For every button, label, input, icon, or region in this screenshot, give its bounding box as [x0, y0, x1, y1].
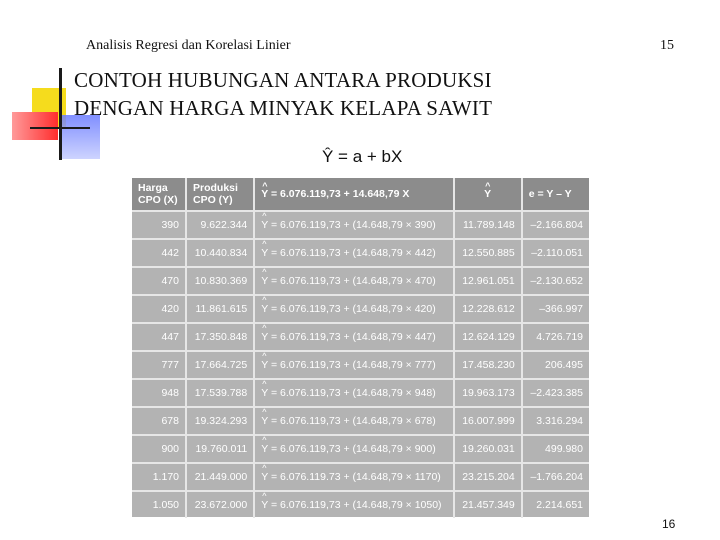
- cell-error-text: 4.726.719: [536, 331, 583, 343]
- table-row: [132, 323, 589, 351]
- cell-error: [522, 379, 589, 407]
- cell-error-text: –2.110.051: [531, 247, 583, 259]
- cell-yhat-text: 21.457.349: [462, 499, 515, 511]
- cell-harga-text: 948: [161, 387, 179, 399]
- table-row: [132, 295, 589, 323]
- cell-equation-text: ^ Y = 6.076.119,73 + (14.648,79 × 777): [261, 359, 435, 371]
- cell-yhat: [454, 295, 522, 323]
- cell-produksi-text: 10.440.834: [194, 247, 248, 259]
- cell-error-text: 3.316.294: [536, 415, 583, 427]
- cell-produksi-text: 10.830.369: [194, 275, 248, 287]
- decor-horizontal-line: [30, 127, 90, 129]
- header-produksi: [186, 178, 254, 211]
- header-yhat: [454, 178, 522, 211]
- cell-yhat-text: 12.624.129: [462, 331, 515, 343]
- cell-equation-text: ^ Y = 6.076.119.73 + (14.648,79 × 1170): [261, 471, 441, 483]
- cell-equation-text: ^ Y = 6.076.119,73 + (14.648,79 × 1050): [261, 499, 441, 511]
- cell-equation-text: ^ Y = 6.076.119,73 + (14.648,79 × 470): [261, 275, 435, 287]
- cell-equation: [254, 267, 453, 295]
- table-body: [132, 211, 589, 518]
- cell-yhat: [454, 351, 522, 379]
- cell-harga: [132, 211, 186, 239]
- cell-produksi-text: 19.760.011: [195, 443, 248, 455]
- cell-equation-text: ^ Y = 6.076.119,73 + (14.648,79 × 420): [261, 303, 435, 315]
- cell-harga-text: 390: [161, 219, 179, 231]
- cell-yhat-text: 11.789.148: [462, 219, 515, 231]
- table-row: [132, 379, 589, 407]
- cell-yhat: [454, 435, 522, 463]
- cell-yhat-text: 19.963.173: [462, 387, 515, 399]
- cell-error: [522, 407, 589, 435]
- cell-equation: [254, 211, 453, 239]
- header-produksi-line-2: CPO (Y): [193, 194, 233, 206]
- cell-produksi-text: 11.861.615: [195, 303, 248, 315]
- cell-yhat: [454, 323, 522, 351]
- header-harga: [132, 178, 186, 211]
- cell-error-text: –366.997: [539, 303, 583, 315]
- cell-yhat-text: 12.228.612: [462, 303, 515, 315]
- cell-harga: [132, 351, 186, 379]
- cell-equation: [254, 295, 453, 323]
- cell-produksi: [186, 379, 254, 407]
- cell-yhat: [454, 407, 522, 435]
- cell-equation: [254, 351, 453, 379]
- regression-formula: Ŷ = a + bX: [322, 147, 403, 166]
- slide-title-line-1: CONTOH HUBUNGAN ANTARA PRODUKSI: [74, 68, 492, 92]
- cell-error: [522, 435, 589, 463]
- cell-harga: [132, 295, 186, 323]
- cell-yhat-text: 12.550.885: [462, 247, 515, 259]
- cell-error: [522, 295, 589, 323]
- table-row: [132, 351, 589, 379]
- cell-yhat: [454, 239, 522, 267]
- cell-harga-text: 678: [161, 415, 179, 427]
- header-yhat-text: ^ Y: [484, 188, 491, 200]
- cell-produksi-text: 23.672.000: [194, 499, 248, 511]
- cell-equation: [254, 239, 453, 267]
- cell-equation-text: ^ Y = 6.076.119,73 + (14.648,79 × 447): [261, 331, 435, 343]
- header-page-number: 15: [660, 38, 674, 53]
- table-row: [132, 267, 589, 295]
- cell-produksi-text: 17.539.788: [194, 387, 248, 399]
- header-error: [522, 178, 589, 211]
- cell-harga: [132, 267, 186, 295]
- cell-harga-text: 777: [161, 359, 179, 371]
- cell-error-text: –1.766.204: [530, 471, 583, 483]
- table-row: [132, 463, 589, 491]
- cell-yhat-text: 16.007.999: [462, 415, 515, 427]
- cell-harga: [132, 491, 186, 518]
- cell-yhat: [454, 211, 522, 239]
- cell-harga-text: 470: [161, 275, 179, 287]
- header-equation-text: ^ Y = 6.076.119,73 + 14.648,79 X: [261, 188, 409, 200]
- cell-error: [522, 463, 589, 491]
- cell-harga: [132, 463, 186, 491]
- table-row: [132, 407, 589, 435]
- cell-error: [522, 211, 589, 239]
- cell-harga: [132, 379, 186, 407]
- cell-error: [522, 491, 589, 518]
- table-row: [132, 491, 589, 518]
- cell-yhat: [454, 379, 522, 407]
- header-harga-line-1: Harga: [138, 182, 168, 194]
- cell-equation: [254, 323, 453, 351]
- cell-error-text: –2.423.385: [530, 387, 583, 399]
- data-table: [132, 178, 589, 518]
- cell-yhat-text: 23.215.204: [462, 471, 515, 483]
- cell-produksi-text: 21.449.000: [194, 471, 248, 483]
- cell-produksi: [186, 351, 254, 379]
- header-title: Analisis Regresi dan Korelasi Linier: [86, 38, 291, 53]
- cell-equation-text: ^ Y = 6.076.119,73 + (14.648,79 × 900): [261, 443, 435, 455]
- cell-error-text: –2.166.804: [530, 219, 583, 231]
- cell-produksi: [186, 295, 254, 323]
- cell-harga-text: 447: [161, 331, 179, 343]
- cell-yhat-text: 19.260.031: [462, 443, 515, 455]
- cell-produksi: [186, 407, 254, 435]
- cell-produksi: [186, 239, 254, 267]
- cell-equation: [254, 491, 453, 518]
- table-header-row: [132, 178, 589, 211]
- footer-page-number: 16: [662, 517, 676, 531]
- decor-red-bar: [12, 112, 58, 140]
- cell-yhat-text: 17.458.230: [462, 359, 515, 371]
- cell-harga: [132, 239, 186, 267]
- cell-equation-text: ^ Y = 6.076.119,73 + (14.648,79 × 442): [261, 247, 435, 259]
- cell-equation: [254, 379, 453, 407]
- cell-equation: [254, 463, 453, 491]
- cell-equation-text: ^ Y = 6.076.119,73 + (14.648,79 × 678): [261, 415, 435, 427]
- cell-produksi-text: 9.622.344: [200, 219, 248, 231]
- cell-equation: [254, 435, 453, 463]
- cell-error-text: 2.214.651: [536, 499, 583, 511]
- header-error-text: e = Y – Y: [528, 188, 572, 200]
- cell-error-text: 206.495: [545, 359, 583, 371]
- cell-error-text: –2.130.652: [530, 275, 583, 287]
- cell-harga-text: 900: [161, 443, 179, 455]
- cell-equation-text: ^ Y = 6.076.119,73 + (14.648,79 × 390): [261, 219, 435, 231]
- cell-harga-text: 442: [161, 247, 179, 259]
- table-row: [132, 239, 589, 267]
- cell-yhat-text: 12.961.051: [462, 275, 515, 287]
- cell-harga: [132, 407, 186, 435]
- cell-harga-text: 1.170: [152, 471, 179, 483]
- header-harga-line-2: CPO (X): [138, 194, 178, 206]
- cell-produksi: [186, 323, 254, 351]
- cell-error: [522, 267, 589, 295]
- table-row: [132, 435, 589, 463]
- cell-error: [522, 239, 589, 267]
- cell-harga-text: 1.050: [152, 499, 179, 511]
- table-row: [132, 211, 589, 239]
- cell-error-text: 499.980: [545, 443, 583, 455]
- cell-produksi: [186, 463, 254, 491]
- cell-produksi: [186, 435, 254, 463]
- decor-vertical-line: [59, 68, 62, 160]
- cell-harga: [132, 323, 186, 351]
- cell-produksi: [186, 211, 254, 239]
- cell-produksi: [186, 491, 254, 518]
- cell-produksi-text: 19.324.293: [194, 415, 248, 427]
- cell-produksi: [186, 267, 254, 295]
- cell-produksi-text: 17.350.848: [194, 331, 248, 343]
- cell-equation: [254, 407, 453, 435]
- cell-error: [522, 323, 589, 351]
- cell-equation-text: ^ Y = 6.076.119,73 + (14.648,79 × 948): [261, 387, 435, 399]
- header-equation: [254, 178, 453, 211]
- slide-title: [74, 66, 492, 122]
- cell-produksi-text: 17.664.725: [194, 359, 248, 371]
- cell-harga-text: 420: [161, 303, 179, 315]
- regression-table: [132, 178, 589, 517]
- cell-yhat: [454, 267, 522, 295]
- cell-yhat: [454, 491, 522, 518]
- header-produksi-line-1: Produksi: [193, 182, 238, 194]
- cell-error: [522, 351, 589, 379]
- cell-harga: [132, 435, 186, 463]
- cell-yhat: [454, 463, 522, 491]
- slide-title-line-2: DENGAN HARGA MINYAK KELAPA SAWIT: [74, 96, 493, 120]
